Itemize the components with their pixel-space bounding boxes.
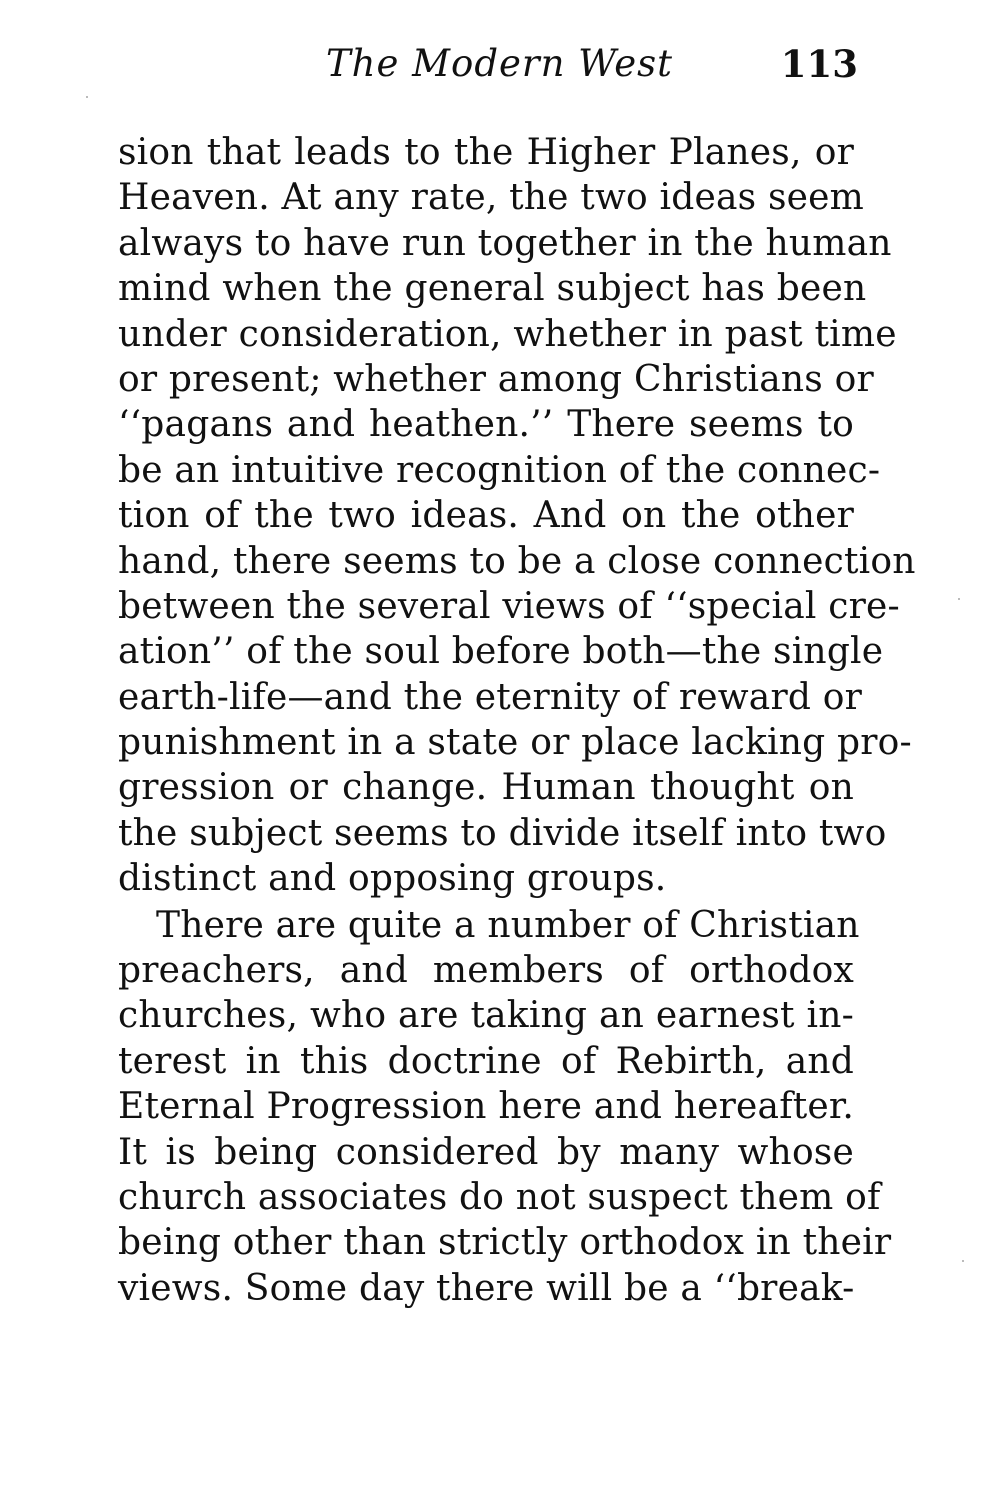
text-line: mind when the general subject has been <box>118 268 867 310</box>
paragraph-end-line: distinct and opposing groups. <box>118 858 667 900</box>
text-line: preachers, and members of orthodox <box>118 950 854 992</box>
text-line: being other than strictly orthodox in their <box>118 1222 892 1264</box>
text-line: punishment in a state or place lacking pro- <box>118 722 912 764</box>
text-line: always to have run together in the human <box>118 222 892 264</box>
text-line: It is being considered by many whose <box>118 1131 854 1173</box>
text-line: ‘‘pagans and heathen.’’ There seems to <box>118 404 854 446</box>
text-line: Eternal Progression here and hereafter. <box>118 1086 854 1128</box>
paragraph-start-line: There are quite a number of Christian <box>156 904 860 946</box>
scan-speck <box>962 1260 964 1262</box>
running-header <box>118 42 858 94</box>
text-line: or present; whether among Christians or <box>118 358 874 400</box>
scan-speck <box>958 598 960 600</box>
page-number: 113 <box>780 42 858 86</box>
body-text <box>118 130 916 1311</box>
running-title: The Modern West <box>326 42 673 85</box>
text-line: Heaven. At any rate, the two ideas seem <box>118 177 864 219</box>
text-line: be an intuitive recognition of the connec- <box>118 449 881 491</box>
scan-speck <box>86 96 88 98</box>
text-line: churches, who are taking an earnest in- <box>118 995 854 1037</box>
text-line: gression or change. Human thought on <box>118 767 854 809</box>
text-line: the subject seems to divide itself into two <box>118 812 887 854</box>
text-line: views. Some day there will be a ‘‘break- <box>118 1267 855 1309</box>
text-line: hand, there seems to be a close connection <box>118 540 916 582</box>
text-line: church associates do not suspect them of <box>118 1176 881 1218</box>
text-line: terest in this doctrine of Rebirth, and <box>118 1040 854 1082</box>
text-line: sion that leads to the Higher Planes, or <box>118 132 854 173</box>
text-line: tion of the two ideas. And on the other <box>118 495 854 537</box>
text-line: ation’’ of the soul before both—the single <box>118 631 884 673</box>
text-line: earth-life—and the eternity of reward or <box>118 676 863 718</box>
text-line: between the several views of ‘‘special cre- <box>118 585 900 627</box>
text-line: under consideration, whether in past time <box>118 313 897 355</box>
